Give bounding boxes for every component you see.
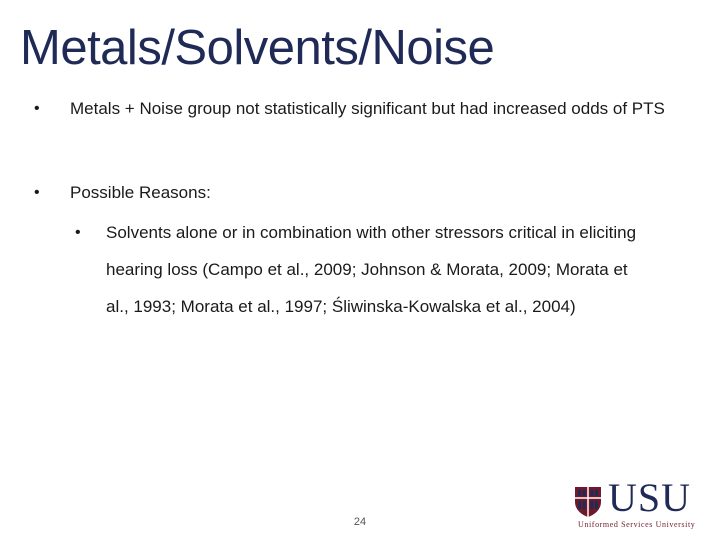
bullet-marker: • — [34, 100, 40, 117]
bullet-marker: • — [75, 224, 81, 241]
logo-subtitle: Uniformed Services University — [578, 520, 696, 529]
bullet-text: Possible Reasons: — [70, 183, 211, 202]
page-number: 24 — [353, 516, 367, 528]
bullet-text: Metals + Noise group not statistically significant but had increased odds of PTS — [70, 99, 665, 118]
shield-icon — [574, 486, 602, 518]
bullet-marker: • — [34, 184, 40, 201]
bullet-text: Solvents alone or in combination with other stressors critical in eliciting hearing loss (Campo et al., 2009; Johnson & Morata, 2009; Morata et al., 1993; Morata et al., 1997; Śliwinska-Kowalska et al., 2004) — [106, 223, 637, 316]
slide-title: Metals/Solvents/Noise — [20, 21, 495, 75]
logo-wordmark: USU — [608, 475, 692, 520]
usu-logo — [574, 475, 708, 534]
